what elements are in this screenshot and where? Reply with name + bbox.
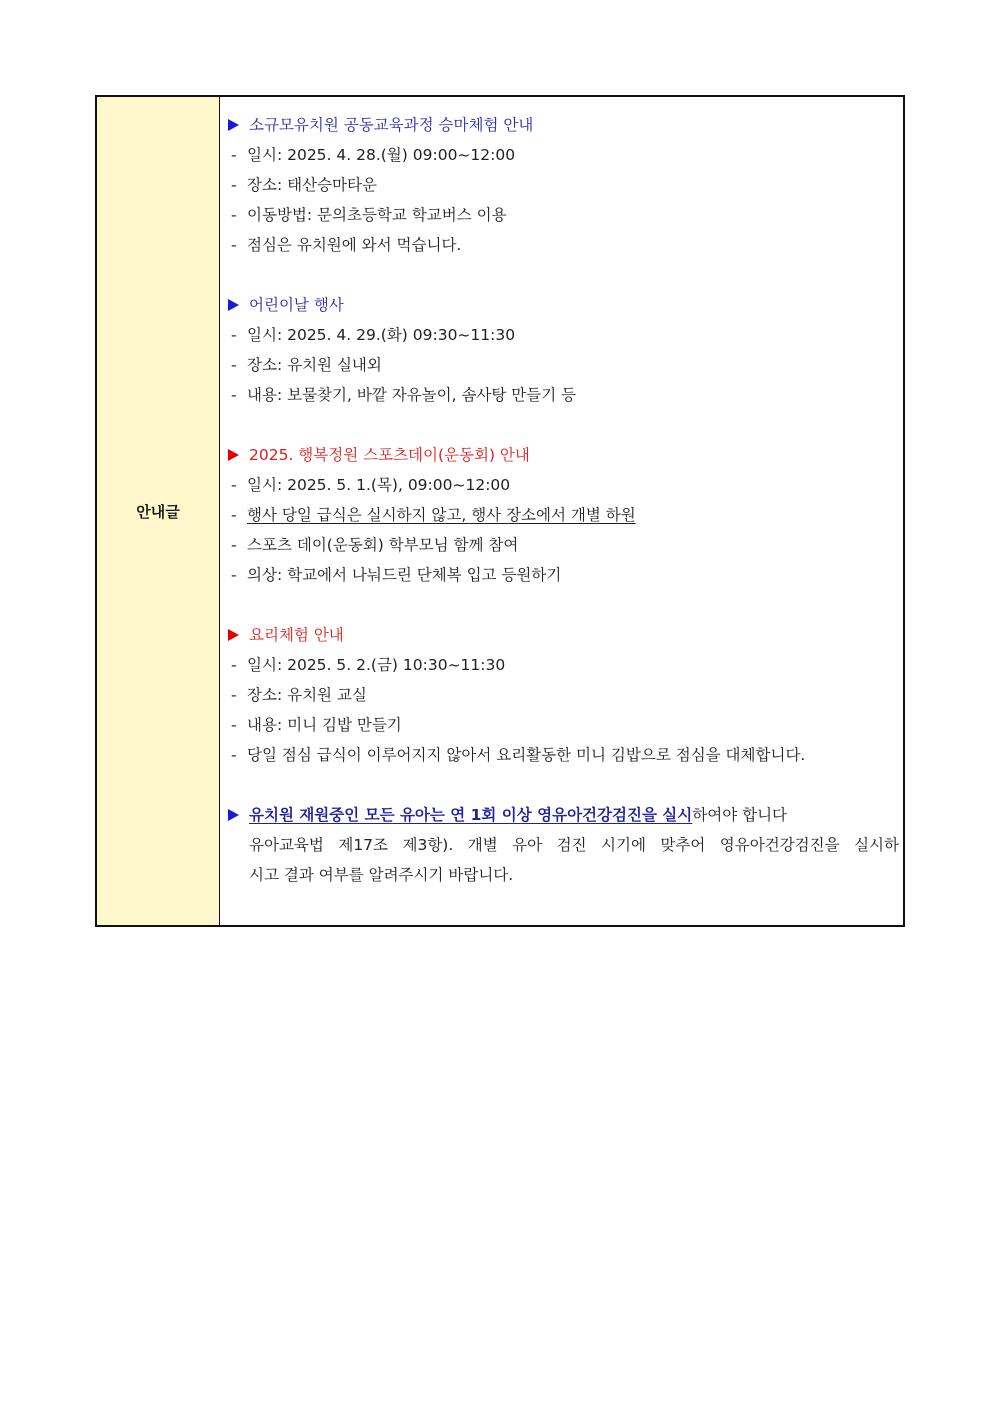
- list-item: - 장소: 유치원 실내외: [231, 356, 382, 374]
- triangle-bullet-icon: [228, 629, 239, 641]
- notice-content: [220, 97, 903, 925]
- paragraph-line: 시고 결과 여부를 알려주시기 바랍니다.: [249, 866, 514, 884]
- list-item: - 일시: 2025. 4. 28.(월) 09:00~12:00: [231, 146, 516, 164]
- section-heading: [227, 620, 899, 650]
- list-item: - 이동방법: 문의초등학교 학교버스 이용: [231, 206, 507, 224]
- section-heading: [227, 440, 899, 470]
- section-title: 요리체험 안내: [249, 626, 344, 644]
- list-item: - 점심은 유치원에 와서 먹습니다.: [231, 236, 462, 254]
- row-label: 안내글: [97, 97, 220, 925]
- section-title: 2025. 행복정원 스포츠데이(운동회) 안내: [249, 446, 530, 464]
- list-item: - 일시: 2025. 4. 29.(화) 09:30~11:30: [231, 326, 516, 344]
- list-item: - 내용: 보물찾기, 바깥 자유놀이, 솜사탕 만들기 등: [231, 386, 577, 404]
- section-heading: [227, 110, 899, 140]
- list-item: - 일시: 2025. 5. 2.(금) 10:30~11:30: [231, 656, 506, 674]
- list-item: - 장소: 유치원 교실: [231, 686, 367, 704]
- section-title: 어린이날 행사: [249, 296, 344, 314]
- section-title: 소규모유치원 공동교육과정 승마체험 안내: [249, 116, 534, 134]
- list-item: - 행사 당일 급식은 실시하지 않고, 행사 장소에서 개별 하원: [231, 506, 636, 524]
- list-item: - 내용: 미니 김밥 만들기: [231, 716, 402, 734]
- notice-table: [95, 95, 905, 927]
- health-check-emphasis: 유치원 재원중인 모든 유아는 연 1회 이상 영유아건강검진을 실시: [249, 806, 693, 824]
- section-heading: [227, 800, 899, 830]
- section-heading: [227, 290, 899, 320]
- list-item: - 장소: 태산승마타운: [231, 176, 377, 194]
- triangle-bullet-icon: [228, 809, 239, 821]
- triangle-bullet-icon: [228, 449, 239, 461]
- list-item: - 스포츠 데이(운동회) 학부모님 함께 참여: [231, 536, 519, 554]
- list-item: - 일시: 2025. 5. 1.(목), 09:00~12:00: [231, 476, 511, 494]
- health-check-rest: 하여야 합니다: [692, 806, 788, 824]
- triangle-bullet-icon: [228, 299, 239, 311]
- list-item: - 당일 점심 급식이 이루어지지 않아서 요리활동한 미니 김밥으로 점심을 대체합니다.: [231, 746, 806, 764]
- triangle-bullet-icon: [228, 119, 239, 131]
- list-item: - 의상: 학교에서 나눠드린 단체복 입고 등원하기: [231, 566, 562, 584]
- paragraph-line: 유아교육법 제17조 제3항). 개별 유아 검진 시기에 맞추어 영유아건강검진을 실시하: [249, 836, 899, 854]
